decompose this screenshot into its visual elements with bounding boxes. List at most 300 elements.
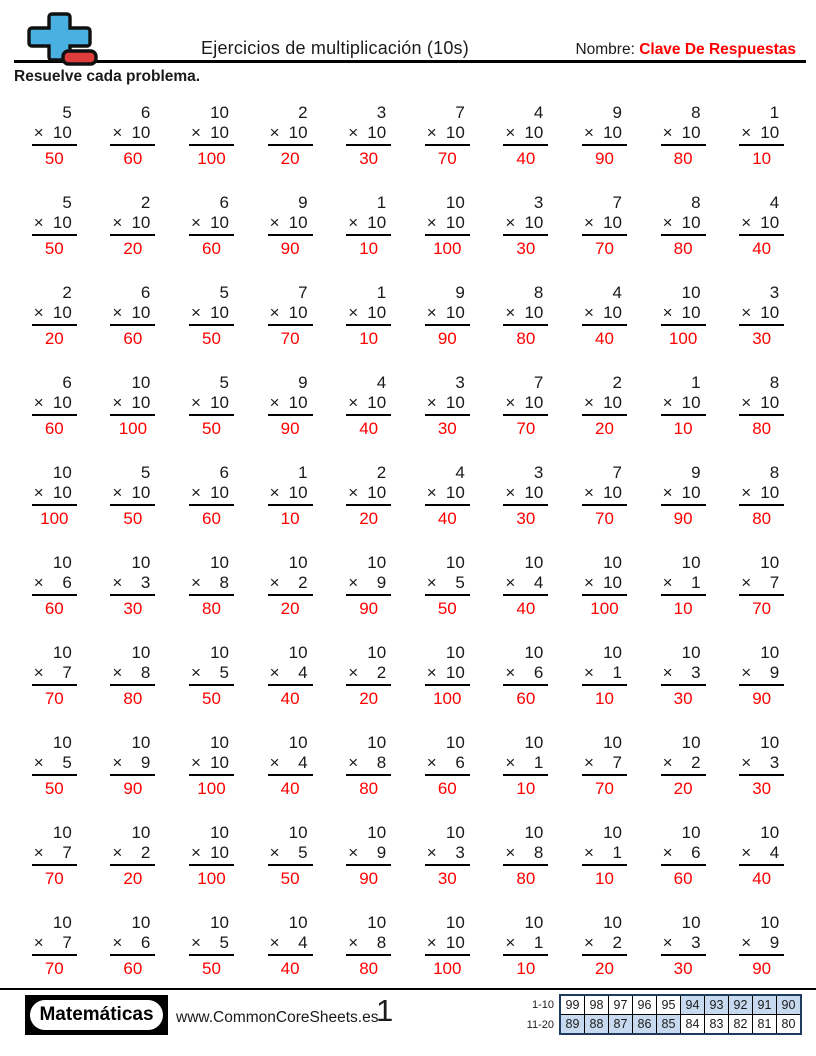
problem-operator-row <box>582 663 627 686</box>
problem-answer: 20 <box>595 959 614 978</box>
problem-answer: 90 <box>359 599 379 618</box>
problem <box>503 643 548 709</box>
problem-operator-row <box>739 933 784 956</box>
problem-top-operand: 10 <box>760 643 780 662</box>
problem-operator-row <box>268 213 313 236</box>
times-sign-icon: × <box>33 123 44 142</box>
times-sign-icon: × <box>348 213 359 232</box>
problem-bottom-operand: 10 <box>210 213 229 232</box>
problem-answer: 30 <box>752 329 772 348</box>
problem-bottom-operand: 10 <box>603 303 622 322</box>
times-sign-icon: × <box>190 753 201 772</box>
problem <box>661 463 706 529</box>
times-sign-icon: × <box>426 123 437 142</box>
problem-bottom-operand: 3 <box>455 843 465 862</box>
problem-operator-row <box>189 933 234 956</box>
problem-answer: 80 <box>123 689 143 708</box>
problem-bottom-operand: 7 <box>62 933 72 952</box>
problem-answer: 20 <box>123 869 143 888</box>
problem-answer: 90 <box>280 419 300 438</box>
problem-bottom-operand: 5 <box>455 573 465 592</box>
problem-operator-row <box>268 393 313 416</box>
problem <box>503 733 548 799</box>
problem-cell <box>722 553 801 619</box>
problem-cell <box>722 373 801 439</box>
problem-cell <box>408 823 487 889</box>
problem-operator-row <box>739 753 784 776</box>
problem-cell <box>722 103 801 169</box>
problem-cell <box>251 823 330 889</box>
problem-bottom-operand: 10 <box>524 483 544 502</box>
problem-top-operand: 9 <box>298 373 308 392</box>
problem-bottom-operand: 8 <box>219 573 229 592</box>
problem-cell <box>565 463 644 529</box>
problem-cell <box>15 193 94 259</box>
times-sign-icon: × <box>741 393 752 412</box>
problem-answer: 100 <box>433 689 462 708</box>
problem-bottom-operand: 6 <box>691 843 701 862</box>
problem-bottom-operand: 10 <box>445 303 465 322</box>
problem-operator-row <box>110 123 155 146</box>
problem-cell <box>172 553 251 619</box>
problem <box>189 463 234 529</box>
problem <box>661 643 706 709</box>
problem <box>739 103 784 169</box>
problem-operator-row <box>32 303 77 326</box>
times-sign-icon: × <box>33 663 44 682</box>
problem-bottom-operand: 10 <box>524 123 544 142</box>
score-cell: 99 <box>560 995 585 1015</box>
problem-top-operand: 10 <box>524 913 544 932</box>
times-sign-icon: × <box>505 573 516 592</box>
times-sign-icon: × <box>583 303 594 322</box>
times-sign-icon: × <box>426 483 437 502</box>
problem-answer: 90 <box>359 869 379 888</box>
problem-operator-row <box>32 663 77 686</box>
times-sign-icon: × <box>505 303 516 322</box>
problem-bottom-operand: 2 <box>612 933 622 952</box>
problem-top-operand: 6 <box>219 193 229 212</box>
times-sign-icon: × <box>190 483 201 502</box>
problem-cell <box>487 643 566 709</box>
problem <box>110 373 155 439</box>
problem-cell <box>408 373 487 439</box>
problem <box>268 823 313 889</box>
times-sign-icon: × <box>269 123 280 142</box>
times-sign-icon: × <box>426 393 437 412</box>
problem-bottom-operand: 10 <box>52 123 72 142</box>
times-sign-icon: × <box>112 393 123 412</box>
problem-top-operand: 3 <box>533 463 544 482</box>
problem-bottom-operand: 3 <box>769 753 780 772</box>
problem-operator-row <box>503 843 548 866</box>
problem-top-operand: 5 <box>219 283 229 302</box>
times-sign-icon: × <box>741 123 752 142</box>
problem <box>189 553 234 619</box>
problem-top-operand: 10 <box>52 733 72 752</box>
times-sign-icon: × <box>741 303 752 322</box>
problem-top-operand: 5 <box>219 373 229 392</box>
problem-operator-row <box>346 573 391 596</box>
problem-cell <box>329 733 408 799</box>
problem-answer: 10 <box>516 779 536 798</box>
problem-top-operand: 10 <box>210 643 229 662</box>
times-sign-icon: × <box>112 213 123 232</box>
problem-top-operand: 10 <box>367 823 387 842</box>
problem-cell <box>251 913 330 979</box>
problem-operator-row <box>503 663 548 686</box>
problem <box>661 373 706 439</box>
problem <box>189 823 234 889</box>
problem-bottom-operand: 10 <box>445 933 465 952</box>
problem <box>503 553 548 619</box>
times-sign-icon: × <box>505 753 516 772</box>
problem-operator-row <box>346 753 391 776</box>
problem-top-operand: 10 <box>367 733 387 752</box>
problem <box>268 733 313 799</box>
times-sign-icon: × <box>112 483 123 502</box>
problem-top-operand: 10 <box>603 823 622 842</box>
problem <box>268 463 313 529</box>
problem-cell <box>487 103 566 169</box>
problem-operator-row <box>110 393 155 416</box>
problem-bottom-operand: 1 <box>691 573 701 592</box>
times-sign-icon: × <box>348 123 359 142</box>
problem-operator-row <box>425 573 470 596</box>
times-sign-icon: × <box>112 933 123 952</box>
problem-cell <box>15 463 94 529</box>
problem-top-operand: 10 <box>367 553 387 572</box>
problem-operator-row <box>189 393 234 416</box>
problem-operator-row <box>503 213 548 236</box>
problem-cell <box>565 823 644 889</box>
problem <box>346 643 391 709</box>
problem-answer: 30 <box>437 869 457 888</box>
problem-answer: 10 <box>359 239 379 258</box>
problem <box>32 733 77 799</box>
problem <box>582 823 627 889</box>
problem-answer: 60 <box>202 509 221 528</box>
score-cell: 90 <box>777 995 802 1015</box>
problem <box>425 193 470 259</box>
problem-answer: 30 <box>359 149 379 168</box>
times-sign-icon: × <box>426 573 437 592</box>
times-sign-icon: × <box>662 573 673 592</box>
problem-answer: 40 <box>280 689 300 708</box>
problem-cell <box>565 733 644 799</box>
times-sign-icon: × <box>190 933 201 952</box>
problem-bottom-operand: 10 <box>131 483 151 502</box>
score-cell: 81 <box>753 1015 777 1035</box>
times-sign-icon: × <box>662 303 673 322</box>
times-sign-icon: × <box>662 393 673 412</box>
problem <box>32 823 77 889</box>
problem <box>346 733 391 799</box>
problem-cell <box>94 373 173 439</box>
problem-answer: 40 <box>280 959 300 978</box>
problem-operator-row <box>582 573 627 596</box>
problem-bottom-operand: 10 <box>288 393 308 412</box>
problem-answer: 50 <box>44 239 64 258</box>
problem-bottom-operand: 9 <box>140 753 151 772</box>
problem-bottom-operand: 10 <box>603 213 622 232</box>
problem-top-operand: 10 <box>760 733 780 752</box>
problem <box>503 193 548 259</box>
problem-operator-row <box>268 303 313 326</box>
problem-top-operand: 8 <box>691 193 701 212</box>
times-sign-icon: × <box>348 933 359 952</box>
problem <box>503 463 548 529</box>
times-sign-icon: × <box>426 663 437 682</box>
times-sign-icon: × <box>33 573 44 592</box>
problem <box>346 553 391 619</box>
problem-bottom-operand: 2 <box>140 843 151 862</box>
problem-answer: 40 <box>359 419 379 438</box>
problem-cell <box>94 733 173 799</box>
times-sign-icon: × <box>505 483 516 502</box>
problem-operator-row <box>661 123 706 146</box>
problem <box>425 733 470 799</box>
score-cell: 87 <box>609 1015 633 1035</box>
answer-key-label: Clave De Respuestas <box>639 41 796 58</box>
problem-bottom-operand: 10 <box>210 483 229 502</box>
problem-top-operand: 10 <box>760 913 780 932</box>
problem-answer: 90 <box>752 959 772 978</box>
problem-bottom-operand: 3 <box>140 573 151 592</box>
problem-operator-row <box>661 753 706 776</box>
times-sign-icon: × <box>33 303 44 322</box>
problem <box>582 103 627 169</box>
problem-operator-row <box>503 483 548 506</box>
problem-top-operand: 4 <box>533 103 544 122</box>
problem-cell <box>94 193 173 259</box>
problem-bottom-operand: 10 <box>445 123 465 142</box>
problem <box>32 283 77 349</box>
problem-bottom-operand: 8 <box>376 753 387 772</box>
times-sign-icon: × <box>583 843 594 862</box>
problem-answer: 70 <box>44 689 64 708</box>
times-sign-icon: × <box>662 753 673 772</box>
problem <box>661 913 706 979</box>
problem-top-operand: 10 <box>288 733 308 752</box>
problem-answer: 10 <box>752 149 772 168</box>
page-title: Ejercicios de multiplicación (10s) <box>201 38 469 58</box>
problem-answer: 40 <box>752 869 772 888</box>
problem <box>268 193 313 259</box>
problem-answer: 10 <box>516 959 536 978</box>
problem-operator-row <box>110 933 155 956</box>
problem-operator-row <box>661 483 706 506</box>
problem-cell <box>408 553 487 619</box>
problem-top-operand: 5 <box>62 193 72 212</box>
problem-bottom-operand: 10 <box>367 483 387 502</box>
problem-answer: 40 <box>516 599 536 618</box>
problem-top-operand: 2 <box>62 283 72 302</box>
problem-cell <box>722 913 801 979</box>
times-sign-icon: × <box>269 483 280 502</box>
problem-cell <box>408 463 487 529</box>
problem-answer: 50 <box>437 599 457 618</box>
score-cell: 96 <box>633 995 657 1015</box>
problem-bottom-operand: 10 <box>52 483 72 502</box>
problem <box>346 463 391 529</box>
problem-bottom-operand: 9 <box>376 573 387 592</box>
problem-top-operand: 3 <box>376 103 387 122</box>
problem <box>739 373 784 439</box>
problem-top-operand: 2 <box>612 373 622 392</box>
score-cell: 97 <box>609 995 633 1015</box>
plus-minus-logo-icon <box>22 11 102 72</box>
problem <box>346 103 391 169</box>
problem <box>268 373 313 439</box>
problem-top-operand: 10 <box>288 823 308 842</box>
problem <box>268 553 313 619</box>
times-sign-icon: × <box>269 933 280 952</box>
problem <box>503 823 548 889</box>
problem-top-operand: 4 <box>455 463 465 482</box>
problem-bottom-operand: 3 <box>691 933 701 952</box>
problem-cell <box>251 463 330 529</box>
problem-answer: 100 <box>433 959 462 978</box>
problem-answer: 80 <box>202 599 221 618</box>
problem-cell <box>94 643 173 709</box>
problem <box>110 913 155 979</box>
problem-operator-row <box>661 573 706 596</box>
problem-cell <box>487 733 566 799</box>
problem-bottom-operand: 10 <box>445 213 465 232</box>
problem-bottom-operand: 10 <box>760 483 780 502</box>
problem-cell <box>487 553 566 619</box>
times-sign-icon: × <box>33 483 44 502</box>
times-sign-icon: × <box>662 663 673 682</box>
times-sign-icon: × <box>741 933 752 952</box>
times-sign-icon: × <box>426 753 437 772</box>
problem-top-operand: 10 <box>445 913 465 932</box>
score-cell: 94 <box>681 995 705 1015</box>
problem-operator-row <box>739 843 784 866</box>
problem <box>32 553 77 619</box>
score-cell: 85 <box>657 1015 681 1035</box>
problem-operator-row <box>32 213 77 236</box>
problem-cell <box>408 643 487 709</box>
problem-operator-row <box>582 753 627 776</box>
times-sign-icon: × <box>583 393 594 412</box>
instructions-text: Resuelve cada problema. <box>14 68 201 85</box>
problem <box>739 643 784 709</box>
problem <box>739 463 784 529</box>
problem-bottom-operand: 5 <box>219 663 229 682</box>
problem-cell <box>251 643 330 709</box>
problem <box>346 823 391 889</box>
problem-operator-row <box>503 393 548 416</box>
problem-answer: 90 <box>595 149 614 168</box>
problem-operator-row <box>346 393 391 416</box>
problem <box>110 733 155 799</box>
problem-bottom-operand: 7 <box>62 843 72 862</box>
problem-cell <box>329 823 408 889</box>
problem-operator-row <box>661 933 706 956</box>
problem-cell <box>722 643 801 709</box>
problem-top-operand: 2 <box>140 193 151 212</box>
problem-operator-row <box>425 123 470 146</box>
problem-answer: 80 <box>673 149 693 168</box>
problem-bottom-operand: 6 <box>455 753 465 772</box>
problem <box>32 373 77 439</box>
problem-top-operand: 10 <box>210 823 229 842</box>
score-cell: 89 <box>560 1015 585 1035</box>
problem <box>32 643 77 709</box>
problem-answer: 100 <box>433 239 462 258</box>
times-sign-icon: × <box>190 393 201 412</box>
problem-cell <box>722 193 801 259</box>
problem-bottom-operand: 10 <box>288 213 308 232</box>
problem-bottom-operand: 10 <box>367 393 387 412</box>
problem-operator-row <box>503 933 548 956</box>
times-sign-icon: × <box>112 573 123 592</box>
problem-top-operand: 2 <box>298 103 308 122</box>
problem-top-operand: 3 <box>533 193 544 212</box>
times-sign-icon: × <box>505 663 516 682</box>
problem-bottom-operand: 10 <box>524 303 544 322</box>
problem-bottom-operand: 4 <box>298 753 308 772</box>
problem-operator-row <box>425 843 470 866</box>
problem-operator-row <box>425 663 470 686</box>
problem-cell <box>329 463 408 529</box>
problem-top-operand: 6 <box>219 463 229 482</box>
problem-answer: 50 <box>202 329 221 348</box>
problem-answer: 70 <box>752 599 772 618</box>
problem <box>582 913 627 979</box>
problem-operator-row <box>582 123 627 146</box>
times-sign-icon: × <box>190 303 201 322</box>
problem-cell <box>251 193 330 259</box>
score-table-area <box>527 994 802 1035</box>
problem-top-operand: 7 <box>298 283 308 302</box>
problem-top-operand: 10 <box>445 643 465 662</box>
problem <box>110 283 155 349</box>
problem-cell <box>15 823 94 889</box>
problem-cell <box>251 103 330 169</box>
problem-bottom-operand: 10 <box>445 483 465 502</box>
problem-bottom-operand: 10 <box>131 393 151 412</box>
problem-cell <box>94 553 173 619</box>
score-cell: 88 <box>585 1015 609 1035</box>
problem-operator-row <box>32 573 77 596</box>
times-sign-icon: × <box>112 663 123 682</box>
times-sign-icon: × <box>348 753 359 772</box>
problem-cell <box>94 913 173 979</box>
problem-bottom-operand: 10 <box>603 483 622 502</box>
problem-cell <box>487 193 566 259</box>
problem <box>582 283 627 349</box>
problem <box>582 193 627 259</box>
problem-bottom-operand: 10 <box>681 123 701 142</box>
problem <box>739 733 784 799</box>
problem-cell <box>565 913 644 979</box>
problem-cell <box>251 733 330 799</box>
times-sign-icon: × <box>112 753 123 772</box>
problem <box>189 373 234 439</box>
problem <box>32 193 77 259</box>
problem-answer: 10 <box>280 509 300 528</box>
problem-bottom-operand: 7 <box>769 573 780 592</box>
problem-bottom-operand: 10 <box>760 123 780 142</box>
problem-cell <box>172 373 251 439</box>
problem-bottom-operand: 9 <box>769 933 780 952</box>
problem <box>110 193 155 259</box>
problem <box>268 283 313 349</box>
problem-operator-row <box>110 573 155 596</box>
